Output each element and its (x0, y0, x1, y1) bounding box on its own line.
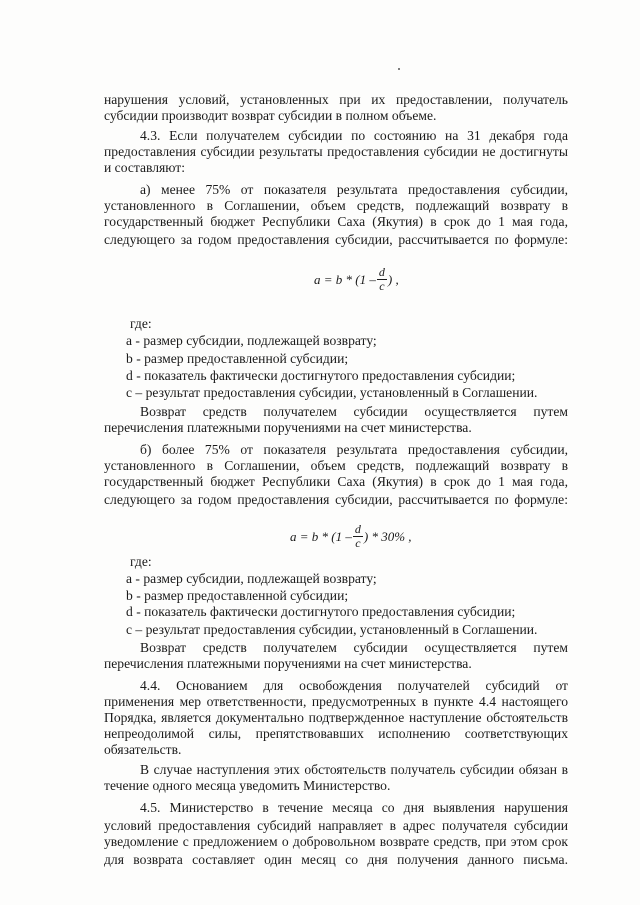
formula-fraction (377, 266, 387, 293)
formula-refund-under-75 (314, 266, 399, 293)
text-line: субсидии производит возврат субсидии в полном объеме. (104, 108, 437, 123)
text-line: где: (130, 554, 152, 569)
text-line: для возврата составляет один месяц со дня получения данного письма. (104, 852, 568, 867)
text-line: перечисления платежными поручениями на счет министерства. (104, 656, 472, 671)
text-line: следующего за годом предоставления субсидии, рассчитывается по формуле: (104, 492, 568, 507)
text-line: Порядка, является документально подтвержденное наступление обстоятельств (104, 710, 568, 725)
text-line: непреодолимой силы, препятствовавших исполнению соответствующих (104, 726, 568, 741)
formula-refund-over-75 (290, 523, 412, 550)
text-line: установленного в Соглашении, объем средств, подлежащий возврату в (104, 458, 568, 473)
formula-numerator: d (378, 265, 385, 279)
text-line: следующего за годом предоставления субсидии, рассчитывается по формуле: (104, 232, 568, 247)
formula-denominator: c (379, 279, 385, 293)
formula-numerator: d (354, 522, 361, 536)
text-line: предоставления субсидии результаты предоставления субсидии не достигнуты (104, 144, 568, 159)
text-line: Возврат средств получателем субсидии осуществляется путем (140, 640, 568, 655)
text-line: а) менее 75% от показателя результата предоставления субсидии, (140, 182, 568, 197)
text-line: 4.5. Министерство в течение месяца со дня выявления нарушения (140, 800, 568, 815)
formula-fraction (353, 523, 363, 550)
formula-lhs: a = b * (1 – (290, 528, 352, 544)
text-line: 4.4. Основанием для освобождения получателей субсидий от (140, 678, 568, 693)
text-line: b - размер предоставленной субсидии; (126, 351, 349, 366)
text-line: государственный бюджет Республики Саха (Якутия) в срок до 1 мая года, (104, 214, 568, 229)
formula-rhs: ) , (387, 271, 399, 287)
text-line: установленного в Соглашении, объем средств, подлежащий возврату в (104, 198, 568, 213)
text-line: перечисления платежными поручениями на счет министерства. (104, 420, 472, 435)
text-line: где: (130, 316, 152, 331)
formula-rhs: ) * 30% , (363, 528, 412, 544)
text-line: b - размер предоставленной субсидии; (126, 588, 349, 603)
scan-speck (398, 68, 400, 70)
text-line: б) более 75% от показателя результата предоставления субсидии, (140, 442, 568, 457)
text-line: d - показатель фактически достигнутого предоставления субсидии; (126, 368, 516, 383)
text-line: 4.3. Если получателем субсидии по состоянию на 31 декабря года (140, 128, 568, 143)
text-line: течение одного месяца уведомить Министерство. (104, 778, 391, 793)
text-line: обязательств. (104, 742, 182, 757)
text-line: и составляют: (104, 160, 185, 175)
text-line: условий предоставления субсидий направляет в адрес получателя субсидии (104, 818, 568, 833)
text-line: государственный бюджет Республики Саха (Якутия) в срок до 1 мая года, (104, 474, 568, 489)
text-line: c – результат предоставления субсидии, установленный в Соглашении. (126, 622, 538, 637)
text-line: применения мер ответственности, предусмотренных в пункте 4.4 настоящего (104, 694, 568, 709)
text-line: В случае наступления этих обстоятельств получатель субсидии обязан в (140, 762, 568, 777)
text-line: d - показатель фактически достигнутого предоставления субсидии; (126, 604, 516, 619)
formula-lhs: a = b * (1 – (314, 271, 376, 287)
text-line: нарушения условий, установленных при их предоставлении, получатель (104, 92, 568, 107)
formula-denominator: c (355, 536, 361, 550)
text-line: a - размер субсидии, подлежащей возврату; (126, 571, 377, 586)
text-line: уведомление с предложением о добровольном возврате средств, при этом срок (104, 834, 568, 849)
text-line: c – результат предоставления субсидии, установленный в Соглашении. (126, 385, 538, 400)
text-line: a - размер субсидии, подлежащей возврату; (126, 333, 377, 348)
text-line: Возврат средств получателем субсидии осуществляется путем (140, 404, 568, 419)
